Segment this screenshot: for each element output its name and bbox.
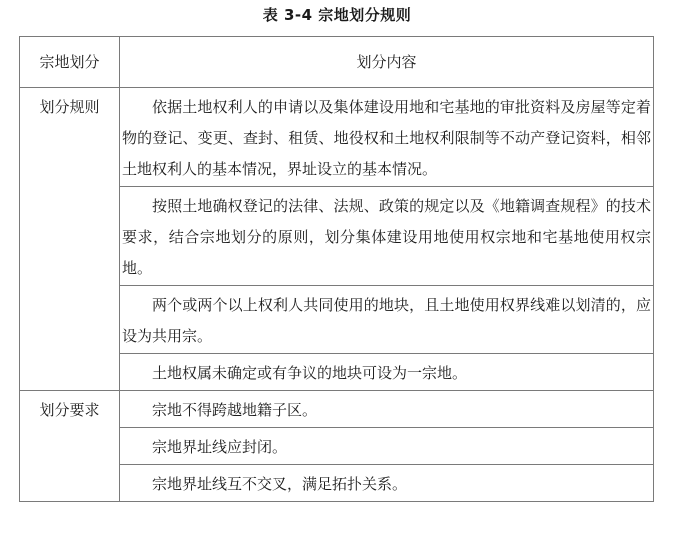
header-content: 划分内容 — [120, 37, 654, 88]
requirement-item-3: 宗地界址线互不交叉，满足拓扑关系。 — [120, 465, 654, 502]
rule-item-2: 按照土地确权登记的法律、法规、政策的规定以及《地籍调查规程》的技术要求，结合宗地划分的原则，划分集体建设用地使用权宗地和宅基地使用权宗地。 — [120, 187, 654, 286]
table-title: 表 3-4 宗地划分规则 — [262, 6, 412, 24]
header-row — [20, 37, 654, 88]
rule-item-3: 两个或两个以上权利人共同使用的地块，且土地使用权界线难以划清的，应设为共用宗。 — [120, 286, 654, 354]
requirement-item-1: 宗地不得跨越地籍子区。 — [120, 391, 654, 428]
table-row — [20, 88, 654, 187]
table-row — [20, 391, 654, 428]
category-requirements: 划分要求 — [20, 391, 120, 502]
header-category: 宗地划分 — [20, 37, 120, 88]
rule-item-1: 依据土地权利人的申请以及集体建设用地和宅基地的审批资料及房屋等定着物的登记、变更、查封、租赁、地役权和土地权利限制等不动产登记资料，相邻土地权利人的基本情况，界址设立的基本情况。 — [120, 88, 654, 187]
division-rules-table — [19, 36, 654, 502]
requirement-item-2: 宗地界址线应封闭。 — [120, 428, 654, 465]
category-rules: 划分规则 — [20, 88, 120, 391]
rule-item-4: 土地权属未确定或有争议的地块可设为一宗地。 — [120, 354, 654, 391]
